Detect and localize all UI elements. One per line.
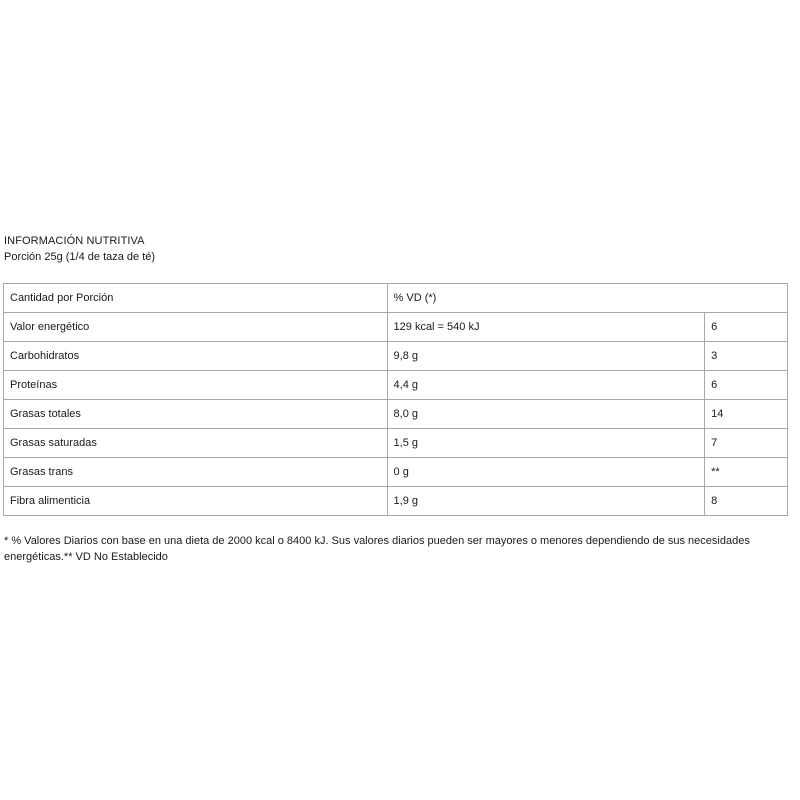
table-row [4, 458, 788, 487]
nutrient-vd: ** [705, 458, 788, 487]
nutrient-amount: 1,9 g [387, 487, 705, 516]
nutrition-label-header [4, 233, 794, 265]
nutrient-vd: 3 [705, 342, 788, 371]
nutrient-vd: 14 [705, 400, 788, 429]
nutrient-vd: 8 [705, 487, 788, 516]
table-row [4, 400, 788, 429]
nutrient-name: Grasas saturadas [4, 429, 388, 458]
nutrition-table [3, 283, 788, 516]
table-row [4, 342, 788, 371]
nutrient-amount: 4,4 g [387, 371, 705, 400]
nutrient-amount: 0 g [387, 458, 705, 487]
table-row [4, 371, 788, 400]
nutrient-amount: 8,0 g [387, 400, 705, 429]
nutrient-name: Proteínas [4, 371, 388, 400]
nutrient-name: Grasas trans [4, 458, 388, 487]
table-row [4, 487, 788, 516]
table-header-row [4, 284, 788, 313]
header-daily-value: % VD (*) [387, 284, 787, 313]
nutrient-amount: 1,5 g [387, 429, 705, 458]
table-row [4, 429, 788, 458]
nutrient-vd: 6 [705, 371, 788, 400]
table-row [4, 313, 788, 342]
header-amount-per-portion: Cantidad por Porción [4, 284, 388, 313]
nutrient-name: Grasas totales [4, 400, 388, 429]
nutrient-amount: 129 kcal = 540 kJ [387, 313, 705, 342]
nutrition-title: INFORMACIÓN NUTRITIVA [4, 235, 145, 247]
nutrient-amount: 9,8 g [387, 342, 705, 371]
nutrient-vd: 6 [705, 313, 788, 342]
daily-value-footnote: * % Valores Diarios con base en una dieta de 2000 kcal o 8400 kJ. Sus valores diarios pueden ser mayores o menores dependiendo de sus necesidades energéticas.** VD No Establecido [4, 535, 750, 563]
nutrient-name: Fibra alimenticia [4, 487, 388, 516]
nutrient-name: Carbohidratos [4, 342, 388, 371]
portion-size: Porción 25g (1/4 de taza de té) [4, 251, 156, 263]
nutrient-name: Valor energético [4, 313, 388, 342]
nutrient-vd: 7 [705, 429, 788, 458]
